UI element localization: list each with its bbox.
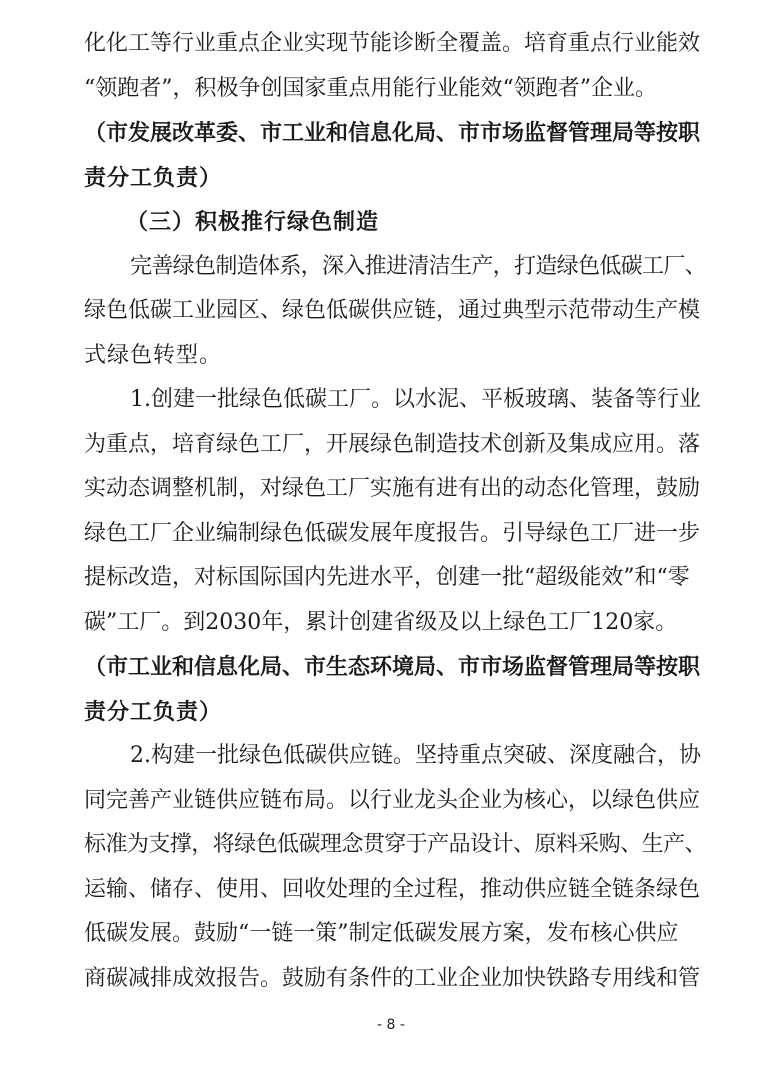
paragraph-line: 提标改造，对标国际国内先进水平，创建一批“超级能效”和“零: [84, 565, 690, 590]
paragraph-line: 绿色低碳工业园区、绿色低碳供应链，通过典型示范带动生产模: [84, 298, 701, 323]
section-heading: （三）积极推行绿色制造: [126, 209, 380, 235]
paragraph-line: 碳”工厂。到2030年，累计创建省级及以上绿色工厂120家。: [84, 610, 678, 635]
paragraph-line: 完善绿色制造体系，深入推进清洁生产，打造绿色低碳工厂、: [130, 254, 707, 279]
text-line: “领跑者”，积极争创国家重点用能行业能效“领跑者”企业。: [84, 76, 657, 101]
item-heading-line: 2.构建一批绿色低碳供应链。坚持重点突破、深度融合，协: [130, 743, 701, 768]
paragraph-line: 绿色工厂企业编制绿色低碳发展年度报告。引导绿色工厂进一步: [84, 521, 701, 546]
paragraph-line: 为重点，培育绿色工厂，开展绿色制造技术创新及集成应用。落: [84, 432, 701, 457]
text-line: 化化工等行业重点企业实现节能诊断全覆盖。培育重点行业能效: [84, 31, 701, 56]
paragraph-line: 标准为支撑，将绿色低碳理念贯穿于产品设计、原料采购、生产、: [84, 832, 707, 857]
responsibility-note: 责分工负责）: [84, 699, 223, 725]
item-heading-line: 1.创建一批绿色低碳工厂。以水泥、平板玻璃、装备等行业: [130, 387, 701, 412]
paragraph-line: 同完善产业链供应链布局。以行业龙头企业为核心，以绿色供应: [84, 788, 701, 813]
paragraph-line: 商碳减排成效报告。鼓励有条件的工业企业加快铁路专用线和管: [84, 966, 701, 991]
responsibility-note: （市发展改革委、市工业和信息化局、市市场监督管理局等按职: [84, 120, 701, 146]
responsibility-note: 责分工负责）: [84, 165, 223, 191]
paragraph-line: 低碳发展。鼓励“一链一策”制定低碳发展方案，发布核心供应: [84, 921, 679, 946]
paragraph-line: 运输、储存、使用、回收处理的全过程，推动供应链全链条绿色: [84, 877, 701, 902]
paragraph-line: 式绿色转型。: [84, 343, 223, 368]
page-number: - 8 -: [377, 1017, 405, 1033]
responsibility-note: （市工业和信息化局、市生态环境局、市市场监督管理局等按职: [84, 654, 701, 680]
paragraph-line: 实动态调整机制，对绿色工厂实施有进有出的动态化管理，鼓励: [84, 476, 701, 501]
